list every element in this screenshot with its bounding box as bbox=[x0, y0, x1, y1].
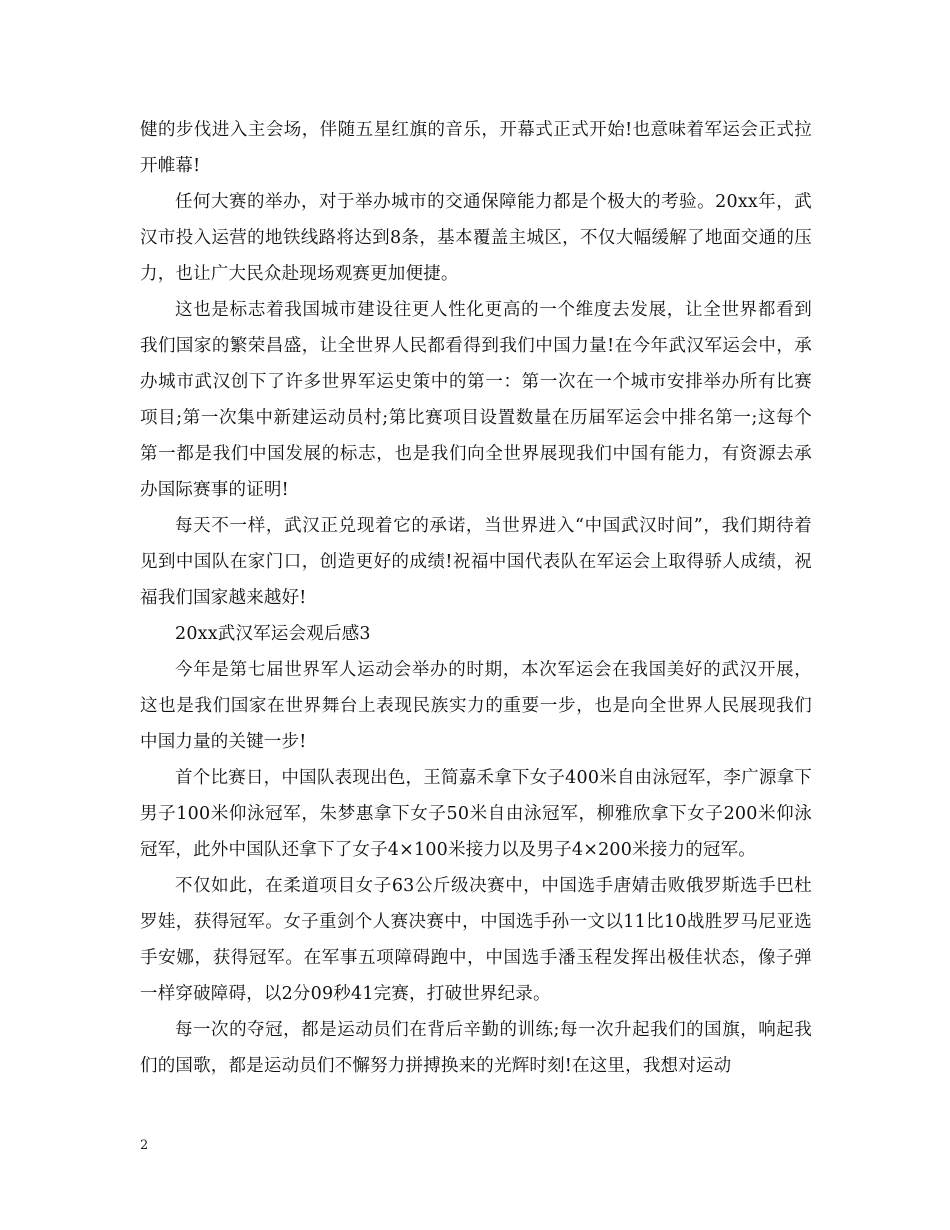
paragraph-city-development: 这也是标志着我国城市建设往更人性化更高的一个维度去发展，让全世界都看到我们国家的繁荣昌盛，让全世界人民都看得到我们中国力量!在今年武汉军运会中，承办城市武汉创下了许多世界军运史策中的第一：第一次在一个城市安排举办所有比赛项目;第一次集中新建运动员村;第比赛项目设置数量在历届军运会中排名第一;这每个第一都是我们中国发展的标志，也是我们向全世界展现我们中国有能力，有资源去承办国际赛事的证明! bbox=[140, 300, 812, 500]
section-heading: 20xx武汉军运会观后感3 bbox=[175, 624, 371, 644]
page-number: 2 bbox=[140, 1138, 149, 1153]
paragraph-wuhan-time: 每天不一样，武汉正兑现着它的承诺，当世界进入“中国武汉时间”，我们期待着见到中国队在家门口，创造更好的成绩!祝福中国代表队在军运会上取得骄人成绩，祝福我们国家越来越好! bbox=[140, 516, 812, 608]
document-body bbox=[140, 112, 812, 1084]
paragraph-judo-fencing: 不仅如此，在柔道项目女子63公斤级决赛中，中国选手唐婧击败俄罗斯选手巴杜罗娃，获得冠军。女子重剑个人赛决赛中，中国选手孙一文以11比10战胜罗马尼亚选手安娜，获得冠军。在军事五项障碍跑中，中国选手潘玉程发挥出极佳状态，像子弹一样穿破障碍，以2分09秒41完赛，打破世界纪录。 bbox=[140, 876, 812, 1004]
paragraph-continuation: 健的步伐进入主会场，伴随五星红旗的音乐，开幕式正式开始!也意味着军运会正式拉开帷幕! bbox=[140, 120, 812, 176]
paragraph-traffic: 任何大赛的举办，对于举办城市的交通保障能力都是个极大的考验。20xx年，武汉市投入运营的地铁线路将达到8条，基本覆盖主城区，不仅大幅缓解了地面交通的压力，也让广大民众赴现场观赛更加便捷。 bbox=[140, 192, 812, 284]
paragraph-seventh-games: 今年是第七届世界军人运动会举办的时期，本次军运会在我国美好的武汉开展，这也是我们国家在世界舞台上表现民族实力的重要一步，也是向全世界人民展现我们中国力量的关键一步! bbox=[140, 660, 812, 752]
paragraph-every-victory: 每一次的夺冠，都是运动员们在背后辛勤的训练;每一次升起我们的国旗，响起我们的国歌，都是运动员们不懈努力拼搏换来的光辉时刻!在这里，我想对运动 bbox=[140, 1020, 812, 1076]
paragraph-first-competition-day: 首个比赛日，中国队表现出色，王简嘉禾拿下女子400米自由泳冠军，李广源拿下男子100米仰泳冠军，朱梦惠拿下女子50米自由泳冠军，柳雅欣拿下女子200米仰泳冠军，此外中国队还拿下了女子4×100米接力以及男子4×200米接力的冠军。 bbox=[140, 768, 812, 860]
